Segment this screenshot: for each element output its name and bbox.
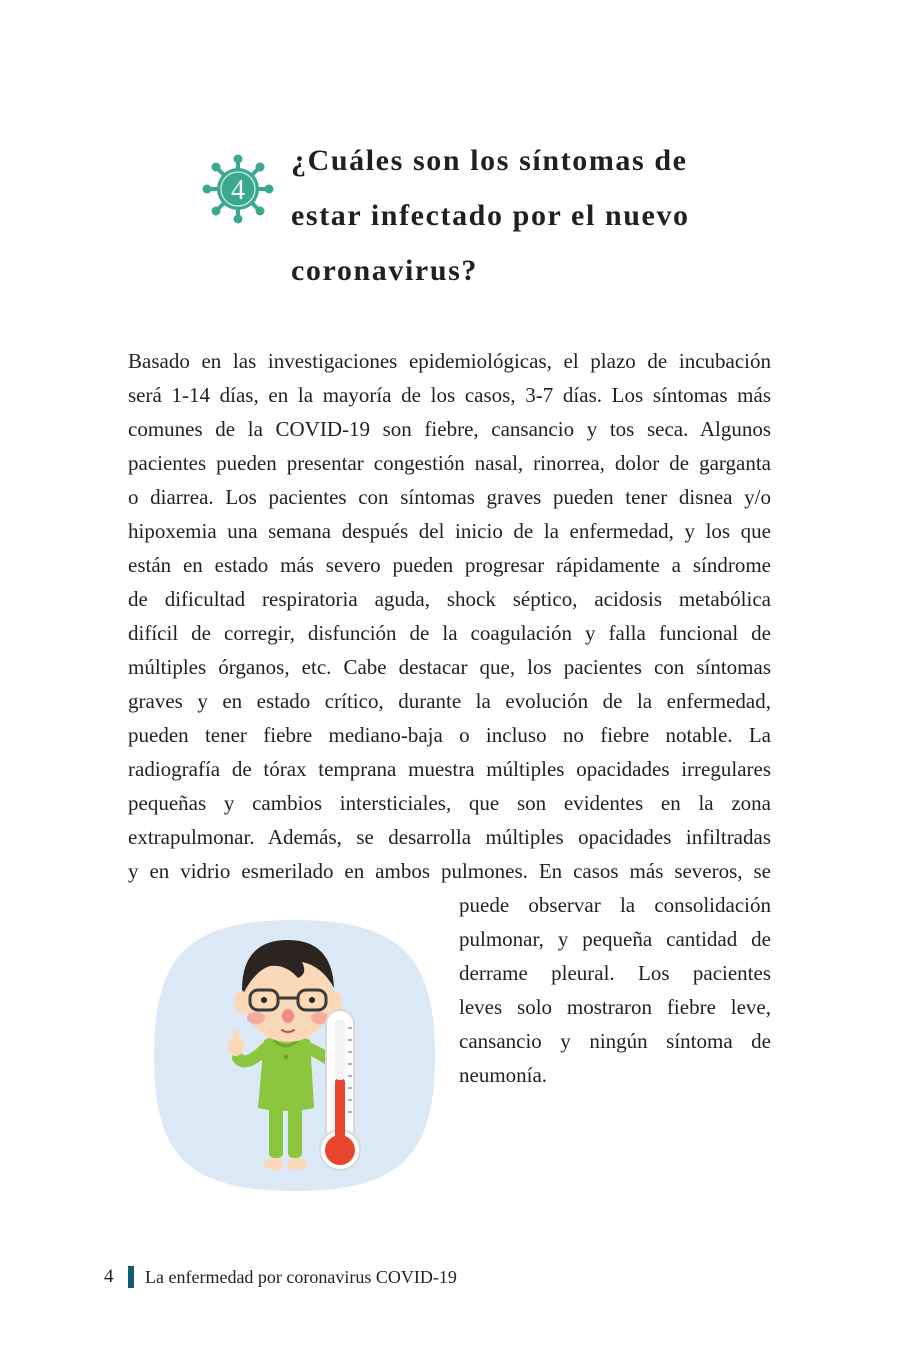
body-line: pequeñas y cambios intersticiales, que son evidentes en la zona [128,791,771,815]
body-line: hipoxemia una semana después del inicio de la enfermedad, y los que [128,519,771,543]
virus-number-badge [200,153,276,225]
body-line: radiografía de tórax temprana muestra múltiples opacidades irregulares [128,757,771,781]
body-line: leves solo mostraron fiebre leve, [459,995,771,1019]
body-line: puede observar la consolidación [459,893,771,917]
section-title [291,133,791,298]
body-line: Basado en las investigaciones epidemiológicas, el plazo de incubación [128,349,771,373]
page-number: 4 [104,1266,114,1287]
thermometer-icon [320,1010,360,1170]
body-line: de dificultad respiratoria aguda, shock séptico, acidosis metabólica [128,587,771,611]
book-title: La enfermedad por coronavirus COVID-19 [145,1267,457,1287]
body-line: pueden tener fiebre mediano-baja o incluso no fiebre notable. La [128,723,771,747]
section-title-line: estar infectado por el nuevo [291,199,690,232]
body-line: extrapulmonar. Además, se desarrolla múltiples opacidades infiltradas [128,825,771,849]
boy-with-thermometer-illustration [152,918,437,1193]
body-line: difícil de corregir, disfunción de la coagulación y falla funcional de [128,621,771,645]
body-line: y en vidrio esmerilado en ambos pulmones. En casos más severos, se [128,859,771,883]
section-number: 4 [231,175,245,206]
body-line: múltiples órganos, etc. Cabe destacar que, los pacientes con síntomas [128,655,771,679]
body-line: o diarrea. Los pacientes con síntomas graves pueden tener disnea y/o [128,485,771,509]
body-line: cansancio y ningún síntoma de [459,1029,771,1053]
footer-divider-bar [128,1266,134,1288]
body-line: será 1-14 días, en la mayoría de los casos, 3-7 días. Los síntomas más [128,383,771,407]
section-title-line: coronavirus? [291,254,478,287]
body-line: graves y en estado crítico, durante la evolución de la enfermedad, [128,689,771,713]
body-line: están en estado más severo pueden progresar rápidamente a síndrome [128,553,771,577]
body-line: comunes de la COVID-19 son fiebre, cansancio y tos seca. Algunos [128,417,771,441]
body-line: pacientes pueden presentar congestión nasal, rinorrea, dolor de garganta [128,451,771,475]
body-line: derrame pleural. Los pacientes [459,961,771,985]
body-line: neumonía. [459,1063,548,1087]
body-line: pulmonar, y pequeña cantidad de [459,927,771,951]
section-title-line: ¿Cuáles son los síntomas de [291,144,688,177]
